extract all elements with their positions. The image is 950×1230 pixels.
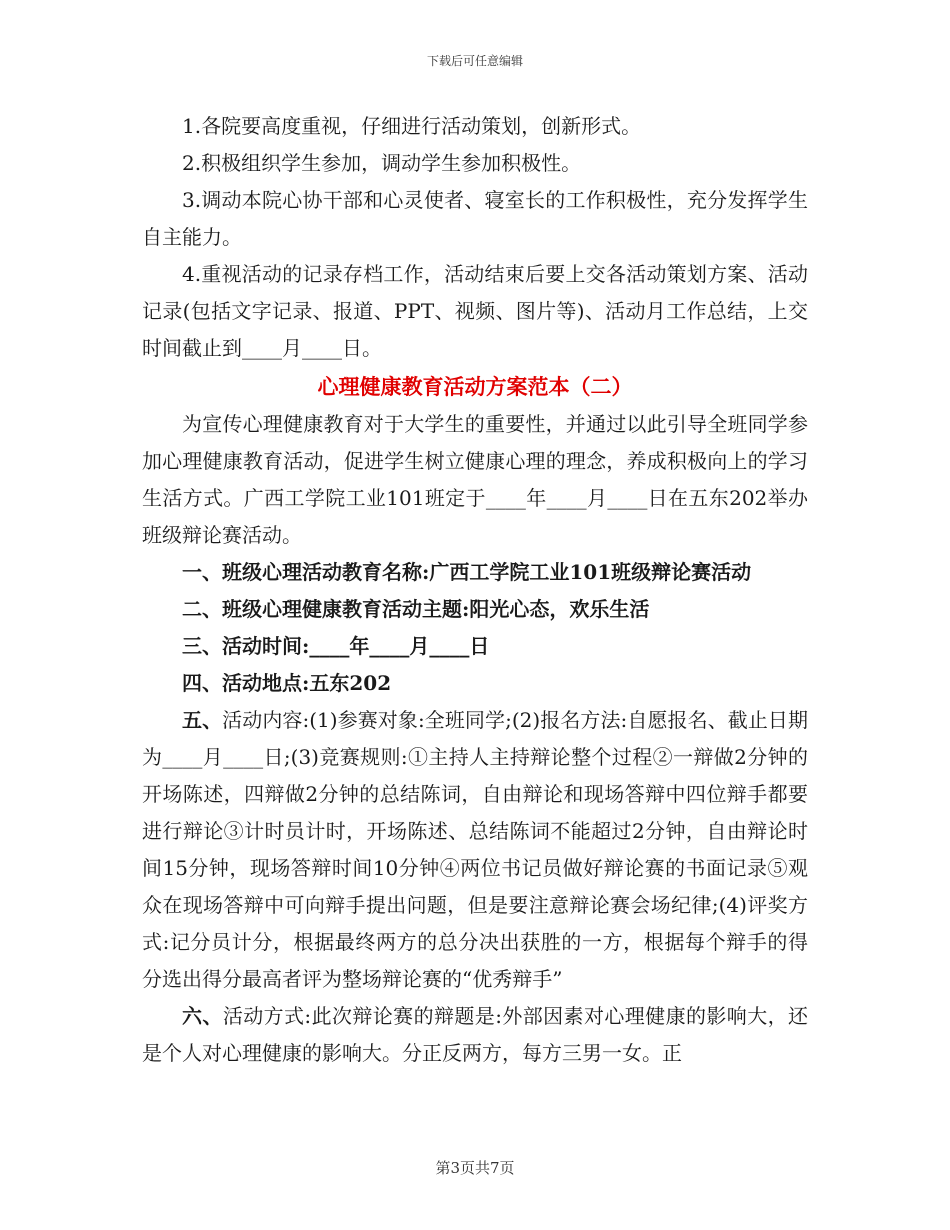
activity-method-item xyxy=(142,998,808,1072)
activity-method-text: 活动方式:此次辩论赛的辩题是:外部因素对心理健康的影响大，还是个人对心理健康的影响大。分正反两方，每方三男一女。正 xyxy=(142,1004,808,1065)
list-item-2: 2.积极组织学生参加，调动学生参加积极性。 xyxy=(182,151,582,175)
document-body xyxy=(142,108,808,1072)
page-footer: 第3页共7页 xyxy=(435,1159,515,1177)
activity-theme-item: 二、班级心理健康教育活动主题:阳光心态，欢乐生活 xyxy=(182,597,650,621)
list-item-3: 3.调动本院心协干部和心灵使者、寝室长的工作积极性，充分发挥学生自主能力。 xyxy=(142,188,808,249)
list-item-1: 1.各院要高度重视，仔细进行活动策划，创新形式。 xyxy=(182,114,642,138)
list-item-4: 4.重视活动的记录存档工作，活动结束后要上交各活动策划方案、活动记录(包括文字记录、报道、PPT、视频、图片等)、活动月工作总结，上交时间截止到____月____日。 xyxy=(142,262,808,360)
page-header: 下载后可任意编辑 xyxy=(426,54,523,68)
activity-content-label: 五、 xyxy=(182,708,223,732)
activity-name-item: 一、班级心理活动教育名称:广西工学院工业101班级辩论赛活动 xyxy=(182,560,752,584)
activity-content-text: 活动内容:(1)参赛对象:全班同学;(2)报名方法:自愿报名、截止日期为____月____日;(3)竞赛规则:①主持人主持辩论整个过程②一辩做2分钟的开场陈述，四辩做2分钟的总结陈词，自由辩论和现场答辩中四位辩手都要进行辩论③计时员计时，开场陈述、总结陈词不能超过2分钟，自由辩论时间15分钟，现场答辩时间10分钟④两位书记员做好辩论赛的书面记录⑤观众在现场答辩中可向辩手提出问题，但是要注意辩论赛会场纪律;(4)评奖方式:记分员计分，根据最终两方的总分决出获胜的一方，根据每个辩手的得分选出得分最高者评为整场辩论赛的“优秀辩手” xyxy=(142,708,809,991)
activity-location-item: 四、活动地点:五东202 xyxy=(182,671,392,695)
section-title: 心理健康教育活动方案范本（二） xyxy=(317,374,633,399)
activity-time-item: 三、活动时间:____年____月____日 xyxy=(182,634,490,658)
activity-method-label: 六、 xyxy=(182,1004,223,1028)
intro-paragraph: 为宣传心理健康教育对于大学生的重要性，并通过以此引导全班同学参加心理健康教育活动，促进学生树立健康心理的理念，养成积极向上的学习生活方式。广西工学院工业101班定于____年____月____日在五东202举办班级辩论赛活动。 xyxy=(142,412,808,547)
activity-content-item xyxy=(142,702,808,998)
